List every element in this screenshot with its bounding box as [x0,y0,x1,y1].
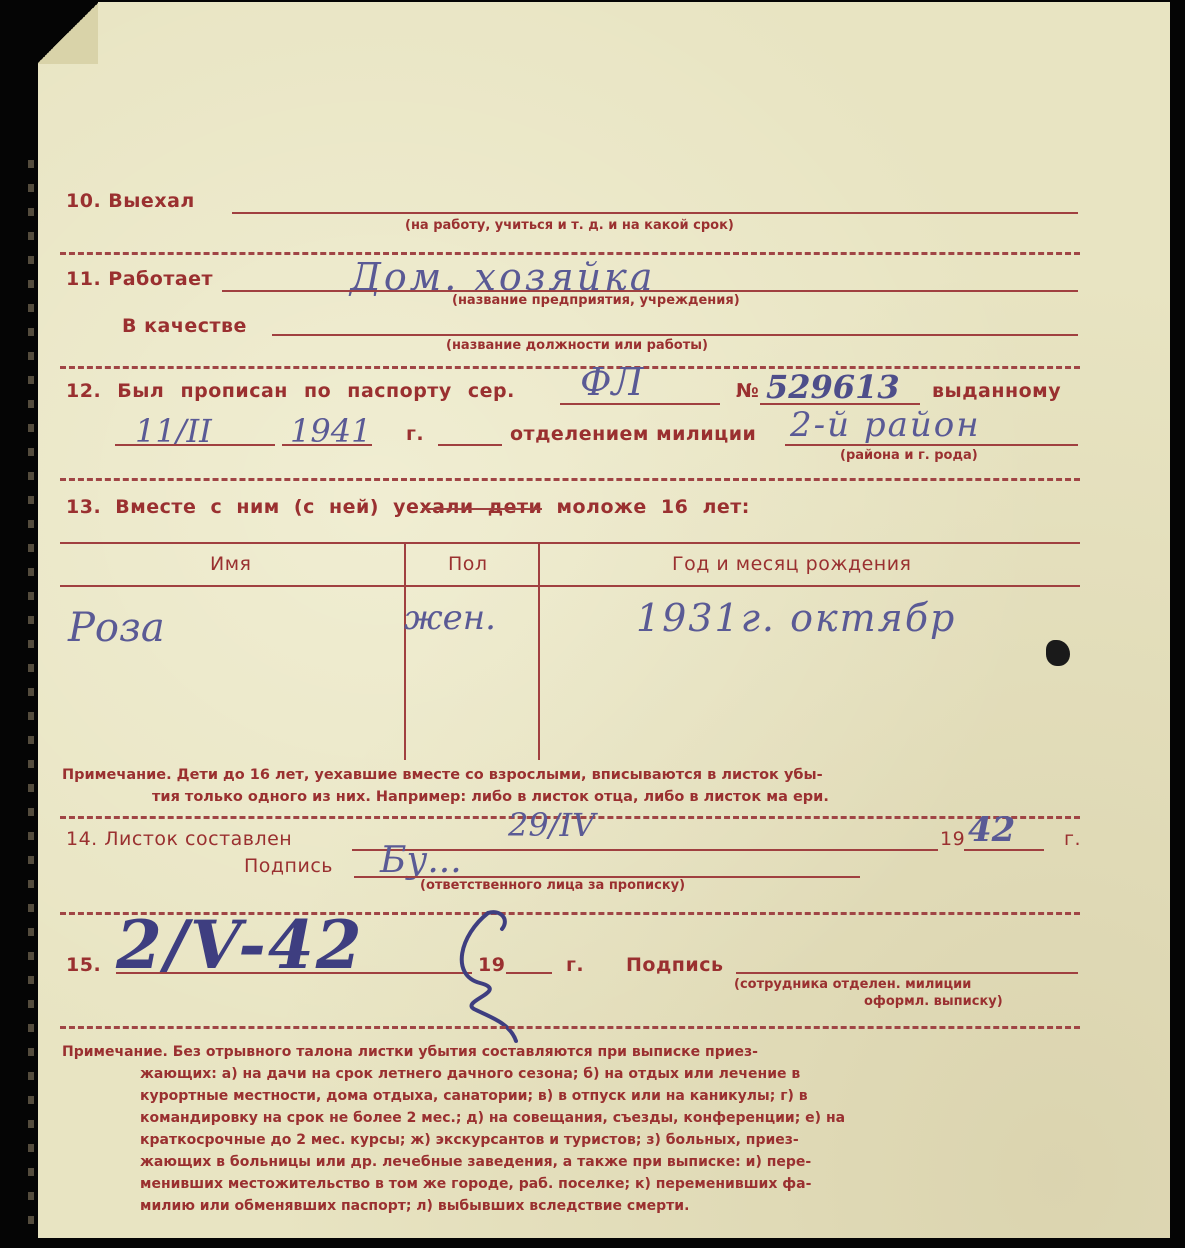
item11-position-label: В качестве [122,315,247,337]
final-note-line: курортные местности, дома отдыха, санатории; в) в отпуск или на каникулы; г) в [140,1088,808,1104]
final-note-line: жающих: а) на дачи на срок летнего дачного сезона; б) на отдых или лечение в [140,1066,801,1082]
item15-year-suffix: г. [566,954,585,976]
item15-signature-hint-2: оформл. выписку) [864,994,1003,1009]
item12-issued-label: выданному [932,380,1062,402]
item14-signature-label: Подпись [244,855,333,877]
item10-line [232,212,1078,214]
item15-year-prefix: 19 [478,954,506,976]
strikethrough [422,508,542,510]
item12-district: 2-й район [790,405,981,445]
table-column-divider [538,542,540,760]
column-header-sex: Пол [448,553,488,575]
table-column-divider [404,542,406,760]
table-top-border [60,542,1080,544]
item13-label: 13. Вместе с ним (с ней) уехали дети моложе 16 лет: [66,496,750,518]
item14-year: 42 [968,810,1016,850]
item11-line [222,290,1078,292]
final-note-line: жающих в больницы или др. лечебные заведения, а также при выписке: и) пере- [140,1154,812,1170]
item14-year-suffix: г. [1064,828,1082,850]
item11-value: Дом. хозяйка [350,255,656,299]
item11-hint: (название предприятия, учреждения) [452,293,740,308]
series-line [560,403,720,405]
torn-corner [38,2,98,64]
item11-label: 11. Работает [66,268,214,290]
item15-signature-label: Подпись [626,954,724,976]
item12-district-line [785,444,1078,446]
item12-series: ФЛ [580,360,644,404]
item12-year-line [282,444,372,446]
item12-police-label: отделением милиции [510,423,757,445]
column-header-name: Имя [210,553,252,575]
column-header-born: Год и месяц рождения [672,553,912,575]
table-header-border [60,585,1080,587]
item12-year-suffix: г. [406,423,425,445]
separator [60,366,1080,369]
handwritten-signature-stroke [440,905,550,1045]
item15-signature-hint-1: (сотрудника отделен. милиции [734,977,972,992]
perforation-edge [28,160,34,1230]
item12-date-line [115,444,275,446]
item12-blank-line [438,444,502,446]
item15-label: 15. [66,954,102,976]
final-note-line: милию или обменявших паспорт; л) выбывших вследствие смерти. [140,1198,690,1214]
item15-date-line [116,972,472,974]
paper-hole [1046,640,1070,666]
item15-date: 2/V-42 [116,906,364,984]
item14-signature-hint: (ответственного лица за прописку) [420,878,686,893]
item10-label: 10. Выехал [66,190,195,212]
separator [60,1026,1080,1029]
item12-number: 529613 [766,368,900,406]
item14-label: 14. Листок составлен [66,828,293,850]
item14-date: 29/IV [508,806,596,844]
final-note-line: Примечание. Без отрывного талона листки убытия составляются при выписке приез- [62,1044,758,1060]
item13-note-line2: тия только одного из них. Например: либо в листок отца, либо в листок ма ери. [152,789,829,805]
item14-signature: Бу... [380,840,462,881]
item12-district-hint: (района и г. рода) [840,448,978,463]
item12-number-label: № [736,380,760,402]
final-note-line: командировку на срок не более 2 мес.; д) на совещания, съезды, конференции; е) на [140,1110,846,1126]
final-note-line: менивших местожительство в том же городе, раб. поселке; к) переменивших фа- [140,1176,812,1192]
item12-year: 1941 [290,412,372,450]
item14-year-prefix: 19 [940,828,966,850]
item10-hint: (на работу, учиться и т. д. и на какой срок) [405,218,734,233]
item11-position-hint: (название должности или работы) [446,338,708,353]
item11-position-line [272,334,1078,336]
item15-signature-line [736,972,1078,974]
separator [60,478,1080,481]
item13-note-line1: Примечание. Дети до 16 лет, уехавшие вместе со взрослыми, вписываются в листок убы- [62,767,823,783]
child-name: Роза [68,605,165,651]
child-sex: жен. [404,598,496,638]
item12-label: 12. Был прописан по паспорту сер. [66,380,515,402]
final-note-line: краткосрочные до 2 мес. курсы; ж) экскурсантов и туристов; з) больных, приез- [140,1132,799,1148]
child-born: 1931г. октябр [636,596,957,640]
item14-year-line [964,849,1044,851]
item12-date: 11/II [135,412,212,450]
